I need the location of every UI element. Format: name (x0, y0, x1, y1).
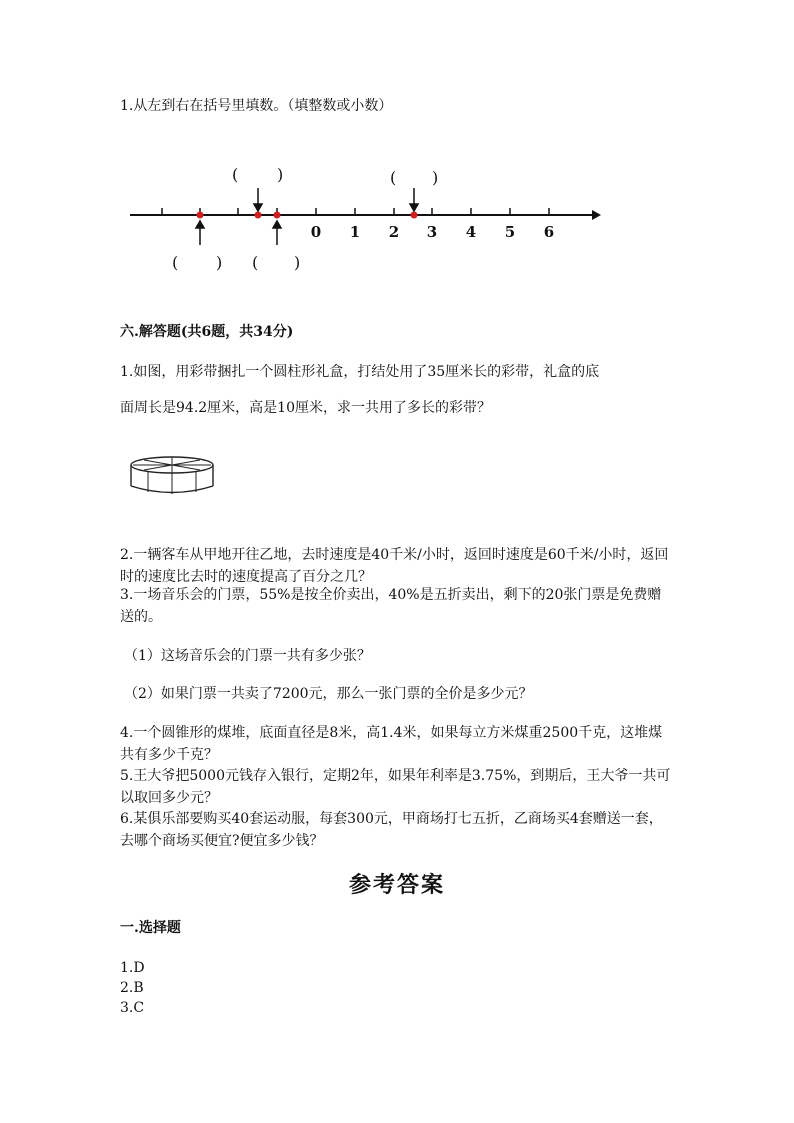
arrow-down-icon (410, 204, 418, 211)
answer-item: 1.D (120, 960, 145, 976)
cylinder-gift-box-illustration (128, 455, 218, 497)
answer-blank-open: ( (390, 168, 397, 187)
red-point (255, 212, 262, 219)
answer-blank-open: ( (172, 253, 179, 272)
section-heading: 六.解答题(共6题，共34分) (120, 324, 294, 340)
question-3: 3.一场音乐会的门票，55%是按全价卖出，40%是五折卖出，剩下的20张门票是免费赠送的。 (120, 587, 662, 625)
arrow-down-icon (254, 204, 262, 211)
red-point (411, 212, 418, 219)
arrow-up-icon (273, 221, 281, 228)
question-1-line1: 1.如图，用彩带捆扎一个圆柱形礼盒，打结处用了35厘米长的彩带，礼盒的底 (120, 364, 600, 380)
arrow-right-icon (592, 210, 601, 220)
answer-blank-close: ) (216, 253, 223, 272)
question-3-part-1: （1）这场音乐会的门票一共有多少张？ (124, 648, 371, 664)
tick-label-5: 5 (504, 223, 516, 241)
question-4: 4.一个圆锥形的煤堆，底面直径是8米，高1.4米，如果每立方米煤重2500千克，这堆煤共有多少千克？ (120, 725, 663, 763)
answer-blank-open: ( (232, 165, 239, 184)
answer-blank-close: ) (294, 253, 301, 272)
question-fill-numbers: 1.从左到右在括号里填数。（填整数或小数） (120, 98, 393, 114)
answer-blank-close: ) (277, 165, 284, 184)
question-2: 2.一辆客车从甲地开往乙地，去时速度是40千米/小时，返回时速度是60千米/小时，返回时的速度比去时的速度提高了百分之几？ (120, 547, 669, 585)
question-1-line2: 面周长是94.2厘米，高是10厘米，求一共用了多长的彩带？ (120, 400, 491, 416)
number-line-figure (0, 160, 794, 280)
answer-item: 3.C (120, 1000, 145, 1016)
answer-blank-close: ) (432, 168, 439, 187)
answers-section-heading: 一.选择题 (120, 920, 181, 936)
question-5: 5.王大爷把5000元钱存入银行，定期2年，如果年利率是3.75%，到期后，王大爷一共可以取回多少元？ (120, 768, 671, 806)
red-point (197, 212, 204, 219)
tick-label-1: 1 (349, 223, 361, 241)
answer-item: 2.B (120, 980, 144, 996)
arrow-up-icon (196, 221, 204, 228)
tick-label-4: 4 (465, 223, 477, 241)
tick-label-6: 6 (543, 223, 555, 241)
answer-blank-open: ( (252, 253, 259, 272)
answers-title: 参考答案 (348, 872, 445, 898)
tick-label-3: 3 (426, 223, 438, 241)
tick-label-2: 2 (388, 223, 400, 241)
question-3-part-2: （2）如果门票一共卖了7200元，那么一张门票的全价是多少元？ (124, 686, 533, 702)
question-6: 6.某俱乐部要购买40套运动服，每套300元，甲商场打七五折，乙商场买4套赠送一套，去哪个商场买便宜?便宜多少钱？ (120, 811, 663, 849)
tick-marks (162, 208, 549, 215)
red-point (274, 212, 281, 219)
tick-label-0: 0 (310, 223, 322, 241)
